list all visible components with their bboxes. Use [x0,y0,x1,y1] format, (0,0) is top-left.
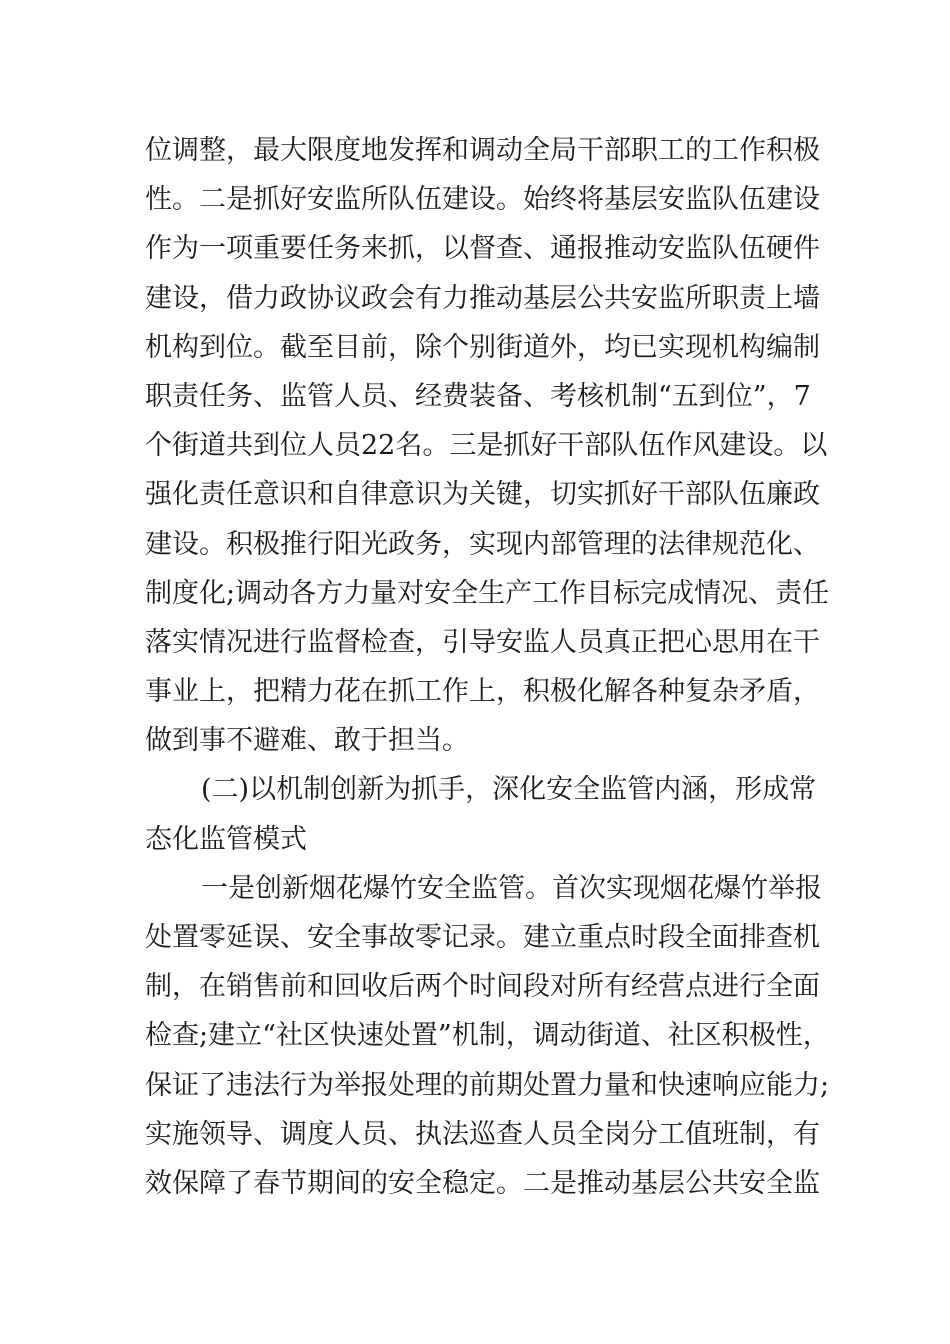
text-line: 性。二是抓好安监所队伍建设。始终将基层安监队伍建设 [145,184,820,216]
text-line: 处置零延误、安全事故零记录。建立重点时段全面排查机 [145,922,820,953]
text-line: 建设。积极推行阳光政务，实现内部管理的法律规范化、 [145,528,820,560]
text-line: 位调整，最大限度地发挥和调动全局干部职工的工作积极 [145,135,820,166]
text-line: 建设，借力政协议政会有力推动基层公共安监所职责上墙 [145,282,820,314]
text-line: 制，在销售前和回收后两个时间段对所有经营点进行全面 [145,971,820,1003]
text-line: 强化责任意识和自律意识为关键，切实抓好干部队伍廉政 [145,479,820,511]
text-line: 做到事不避难、敢于担当。 [145,725,469,757]
text-line: 实施领导、调度人员、执法巡查人员全岗分工值班制，有 [145,1118,820,1150]
text-line: 制度化;调动各方力量对安全生产工作目标完成情况、责任 [145,577,830,609]
text-line: 作为一项重要任务来抓，以督查、通报推动安监队伍硬件 [145,233,820,265]
paragraph-p3 [145,864,830,1208]
document-body [145,126,830,1208]
text-line: 职责任务、监管人员、经费装备、考核机制“五到位”，7 [145,380,811,412]
text-line: 态化监管模式 [145,823,307,855]
text-line: 机构到位。截至目前，除个别街道外，均已实现机构编制 [145,331,820,363]
text-line: 落实情况进行监督检查，引导安监人员真正把心思用在干 [145,626,820,658]
text-line: 个街道共到位人员22名。三是抓好干部队伍作风建设。以 [145,430,828,462]
text-line: 一是创新烟花爆竹安全监管。首次实现烟花爆竹举报 [201,872,822,904]
text-line: (二)以机制创新为抓手，深化安全监管内涵，形成常 [201,774,817,806]
text-line: 检查;建立“社区快速处置”机制，调动街道、社区积极性， [145,1020,830,1052]
text-line: 事业上，把精力花在抓工作上，积极化解各种复杂矛盾， [145,676,820,708]
paragraph-p1 [145,126,830,765]
section-heading [145,765,817,863]
text-line: 效保障了春节期间的安全稳定。二是推动基层公共安全监 [145,1167,820,1199]
text-line: 保证了违法行为举报处理的前期处置力量和快速响应能力; [145,1069,830,1101]
